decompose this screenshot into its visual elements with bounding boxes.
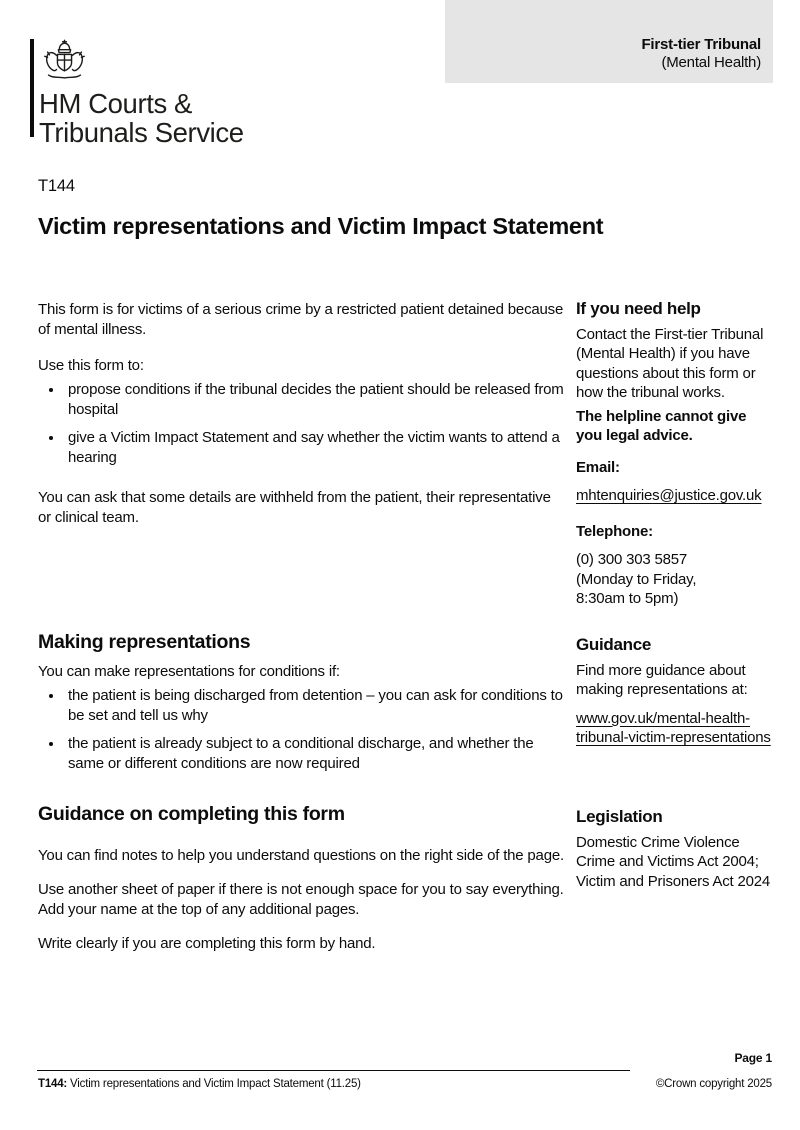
completing-paragraph-2: Use another sheet of paper if there is not enough space for you to say everything. Add your name at the top of any additional pages. [38, 881, 564, 918]
tribunal-jurisdiction: (Mental Health) [661, 53, 761, 71]
help-bold-note: The helpline cannot give you legal advice. [576, 407, 747, 444]
telephone-label: Telephone: [576, 522, 653, 540]
page-title: Victim representations and Victim Impact Statement [38, 213, 604, 239]
guidance-link[interactable]: www.gov.uk/mental-health-tribunal-victim-representations [576, 709, 771, 746]
making-representations-bullet-list [38, 686, 565, 774]
completing-heading: Guidance on completing this form [38, 803, 345, 825]
making-representations-intro: You can make representations for conditions if: [38, 663, 340, 680]
logo-line-1: HM Courts & [39, 88, 192, 119]
intro-bullet-list [38, 380, 565, 468]
help-section [576, 299, 773, 609]
intro-paragraph-1: This form is for victims of a serious crime by a restricted patient detained because of mental illness. [38, 301, 564, 338]
royal-coat-of-arms-icon [41, 39, 88, 83]
telephone-number: (0) 300 303 5857 [576, 551, 688, 568]
email-link[interactable]: mhtenquiries@justice.gov.uk [576, 487, 762, 504]
logo-wordmark [39, 89, 244, 147]
making-bullet-2: • the patient is already subject to a conditional discharge, and whether the same or different conditions are now required [64, 734, 565, 774]
telephone-hours-1: (Monday to Friday, [576, 570, 697, 588]
legislation-section [576, 807, 773, 895]
logo-line-2: Tribunals Service [39, 117, 244, 148]
intro-bullet-2: • give a Victim Impact Statement and say whether the victim wants to attend a hearing [64, 428, 565, 468]
making-bullet-1: • the patient is being discharged from detention – you can ask for conditions to be set and tell us why [64, 686, 565, 726]
footer-copyright: ©Crown copyright 2025 [655, 1078, 772, 1090]
completing-paragraph-1: You can find notes to help you understand questions on the right side of the page. [38, 847, 564, 864]
logo-bar [30, 39, 34, 137]
telephone-hours-2: 8:30am to 5pm) [576, 590, 679, 607]
legislation-body: Domestic Crime Violence Crime and Victims Act 2004; Victim and Prisoners Act 2024 [576, 833, 771, 890]
guidance-section [576, 635, 773, 748]
hmcts-logo [30, 39, 244, 147]
making-representations-heading: Making representations [38, 631, 251, 653]
guidance-heading: Guidance [576, 635, 652, 654]
form-number: T144 [38, 177, 75, 195]
legislation-heading: Legislation [576, 807, 663, 826]
intro-bullet-1: • propose conditions if the tribunal decides the patient should be released from hospital [64, 380, 565, 420]
completing-section [38, 804, 565, 970]
help-heading: If you need help [576, 299, 701, 318]
intro-paragraph-3: You can ask that some details are withheld from the patient, their representative or clinical team. [38, 489, 551, 526]
footer-form-title: Victim representations and Victim Impact Statement (11.25) [67, 1078, 361, 1090]
email-label: Email: [576, 458, 620, 476]
intro-paragraph-2: Use this form to: [38, 357, 144, 374]
tribunal-name: First-tier Tribunal [641, 36, 761, 53]
footer-divider [37, 1070, 630, 1071]
making-representations-section [38, 632, 565, 794]
footer-form-code: T144: [38, 1078, 68, 1090]
completing-paragraph-3: Write clearly if you are completing this form by hand. [38, 935, 376, 952]
footer-form-reference [38, 1078, 361, 1090]
intro-section [38, 300, 565, 544]
guidance-body: Find more guidance about making representations at: [576, 661, 748, 698]
tribunal-box [445, 0, 773, 83]
page-number: Page 1 [734, 1051, 772, 1065]
help-body: Contact the First-tier Tribunal (Mental Health) if you have questions about this form or how the tribunal works. [576, 325, 764, 401]
